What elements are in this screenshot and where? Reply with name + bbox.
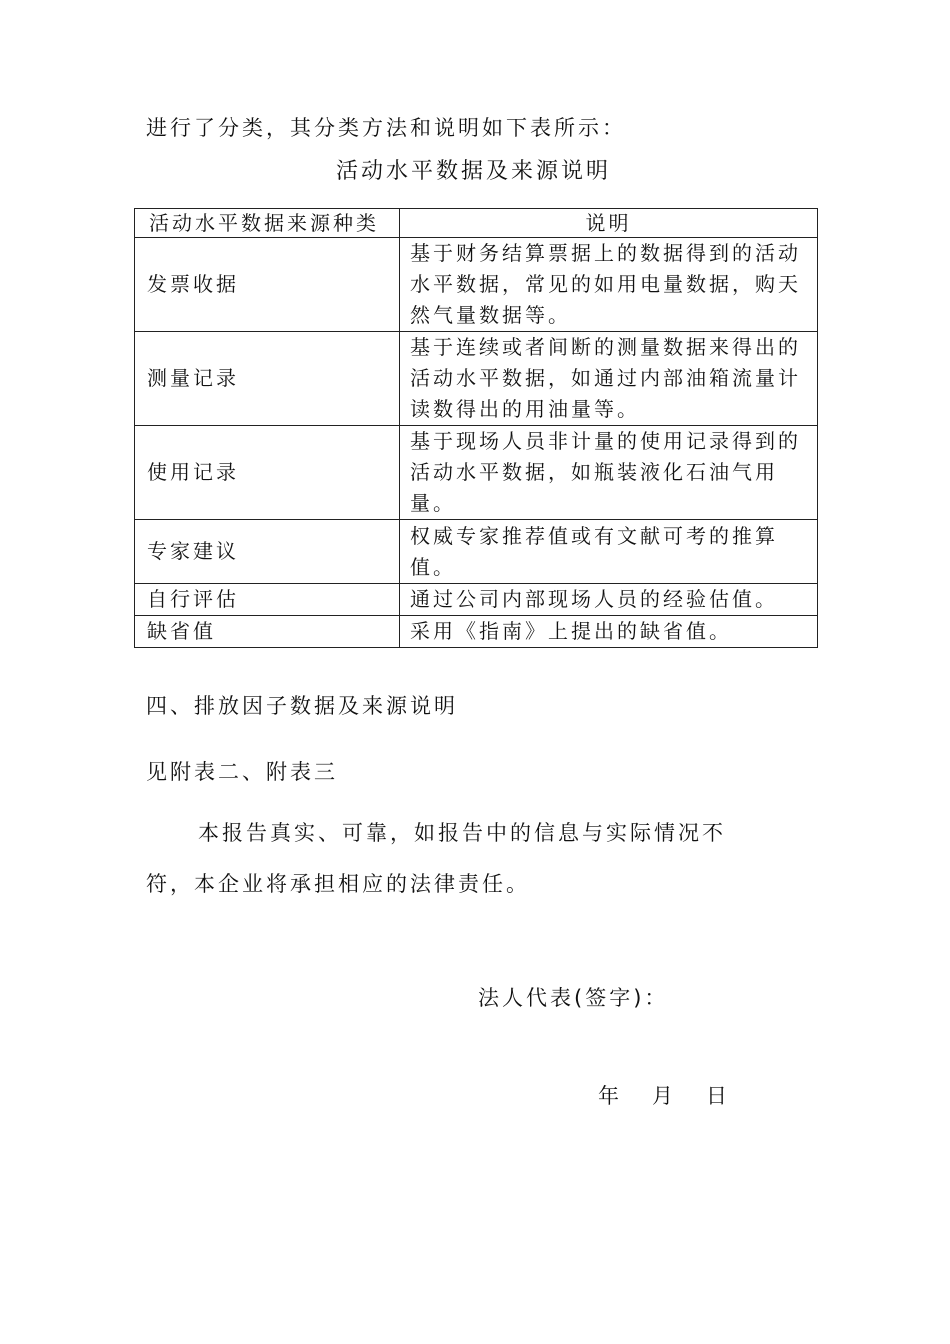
- legal-representative-signature-label: 法人代表(签字)：: [478, 986, 669, 1010]
- source-type-cell: 缺省值: [135, 616, 400, 648]
- table-row: [135, 332, 818, 426]
- source-type-cell: 发票收据: [135, 238, 400, 332]
- table-row: [135, 520, 818, 584]
- date-month-label: 月: [652, 1084, 676, 1108]
- source-type-cell: 自行评估: [135, 584, 400, 616]
- declaration-line-1: 本报告真实、可靠，如报告中的信息与实际情况不: [198, 821, 726, 845]
- table-title: 活动水平数据及来源说明: [336, 159, 612, 184]
- source-type-cell: 使用记录: [135, 426, 400, 520]
- date-year-label: 年: [598, 1084, 622, 1108]
- description-cell: 基于财务结算票据上的数据得到的活动水平数据，常见的如用电量数据，购天然气量数据等。: [400, 238, 818, 332]
- activity-data-source-table: [134, 208, 818, 648]
- header-description: 说明: [400, 209, 818, 238]
- date-day-label: 日: [706, 1084, 730, 1108]
- table-row: [135, 616, 818, 648]
- declaration-line-2: 符，本企业将承担相应的法律责任。: [146, 872, 530, 896]
- see-appendix-tables: 见附表二、附表三: [146, 760, 338, 784]
- table-row: [135, 238, 818, 332]
- intro-paragraph: 进行了分类，其分类方法和说明如下表所示：: [146, 116, 626, 140]
- description-cell: 通过公司内部现场人员的经验估值。: [400, 584, 818, 616]
- table-row: [135, 426, 818, 520]
- description-cell: 基于现场人员非计量的使用记录得到的活动水平数据，如瓶装液化石油气用量。: [400, 426, 818, 520]
- header-source-type: 活动水平数据来源种类: [135, 209, 400, 238]
- section-heading-emission-factors: 四、排放因子数据及来源说明: [146, 694, 458, 718]
- description-cell: 基于连续或者间断的测量数据来得出的活动水平数据，如通过内部油箱流量计读数得出的用油量等。: [400, 332, 818, 426]
- description-cell: 权威专家推荐值或有文献可考的推算值。: [400, 520, 818, 584]
- date-line: [598, 1080, 730, 1110]
- table-header-row: [135, 209, 818, 238]
- description-cell: 采用《指南》上提出的缺省值。: [400, 616, 818, 648]
- source-type-cell: 专家建议: [135, 520, 400, 584]
- source-type-cell: 测量记录: [135, 332, 400, 426]
- table-row: [135, 584, 818, 616]
